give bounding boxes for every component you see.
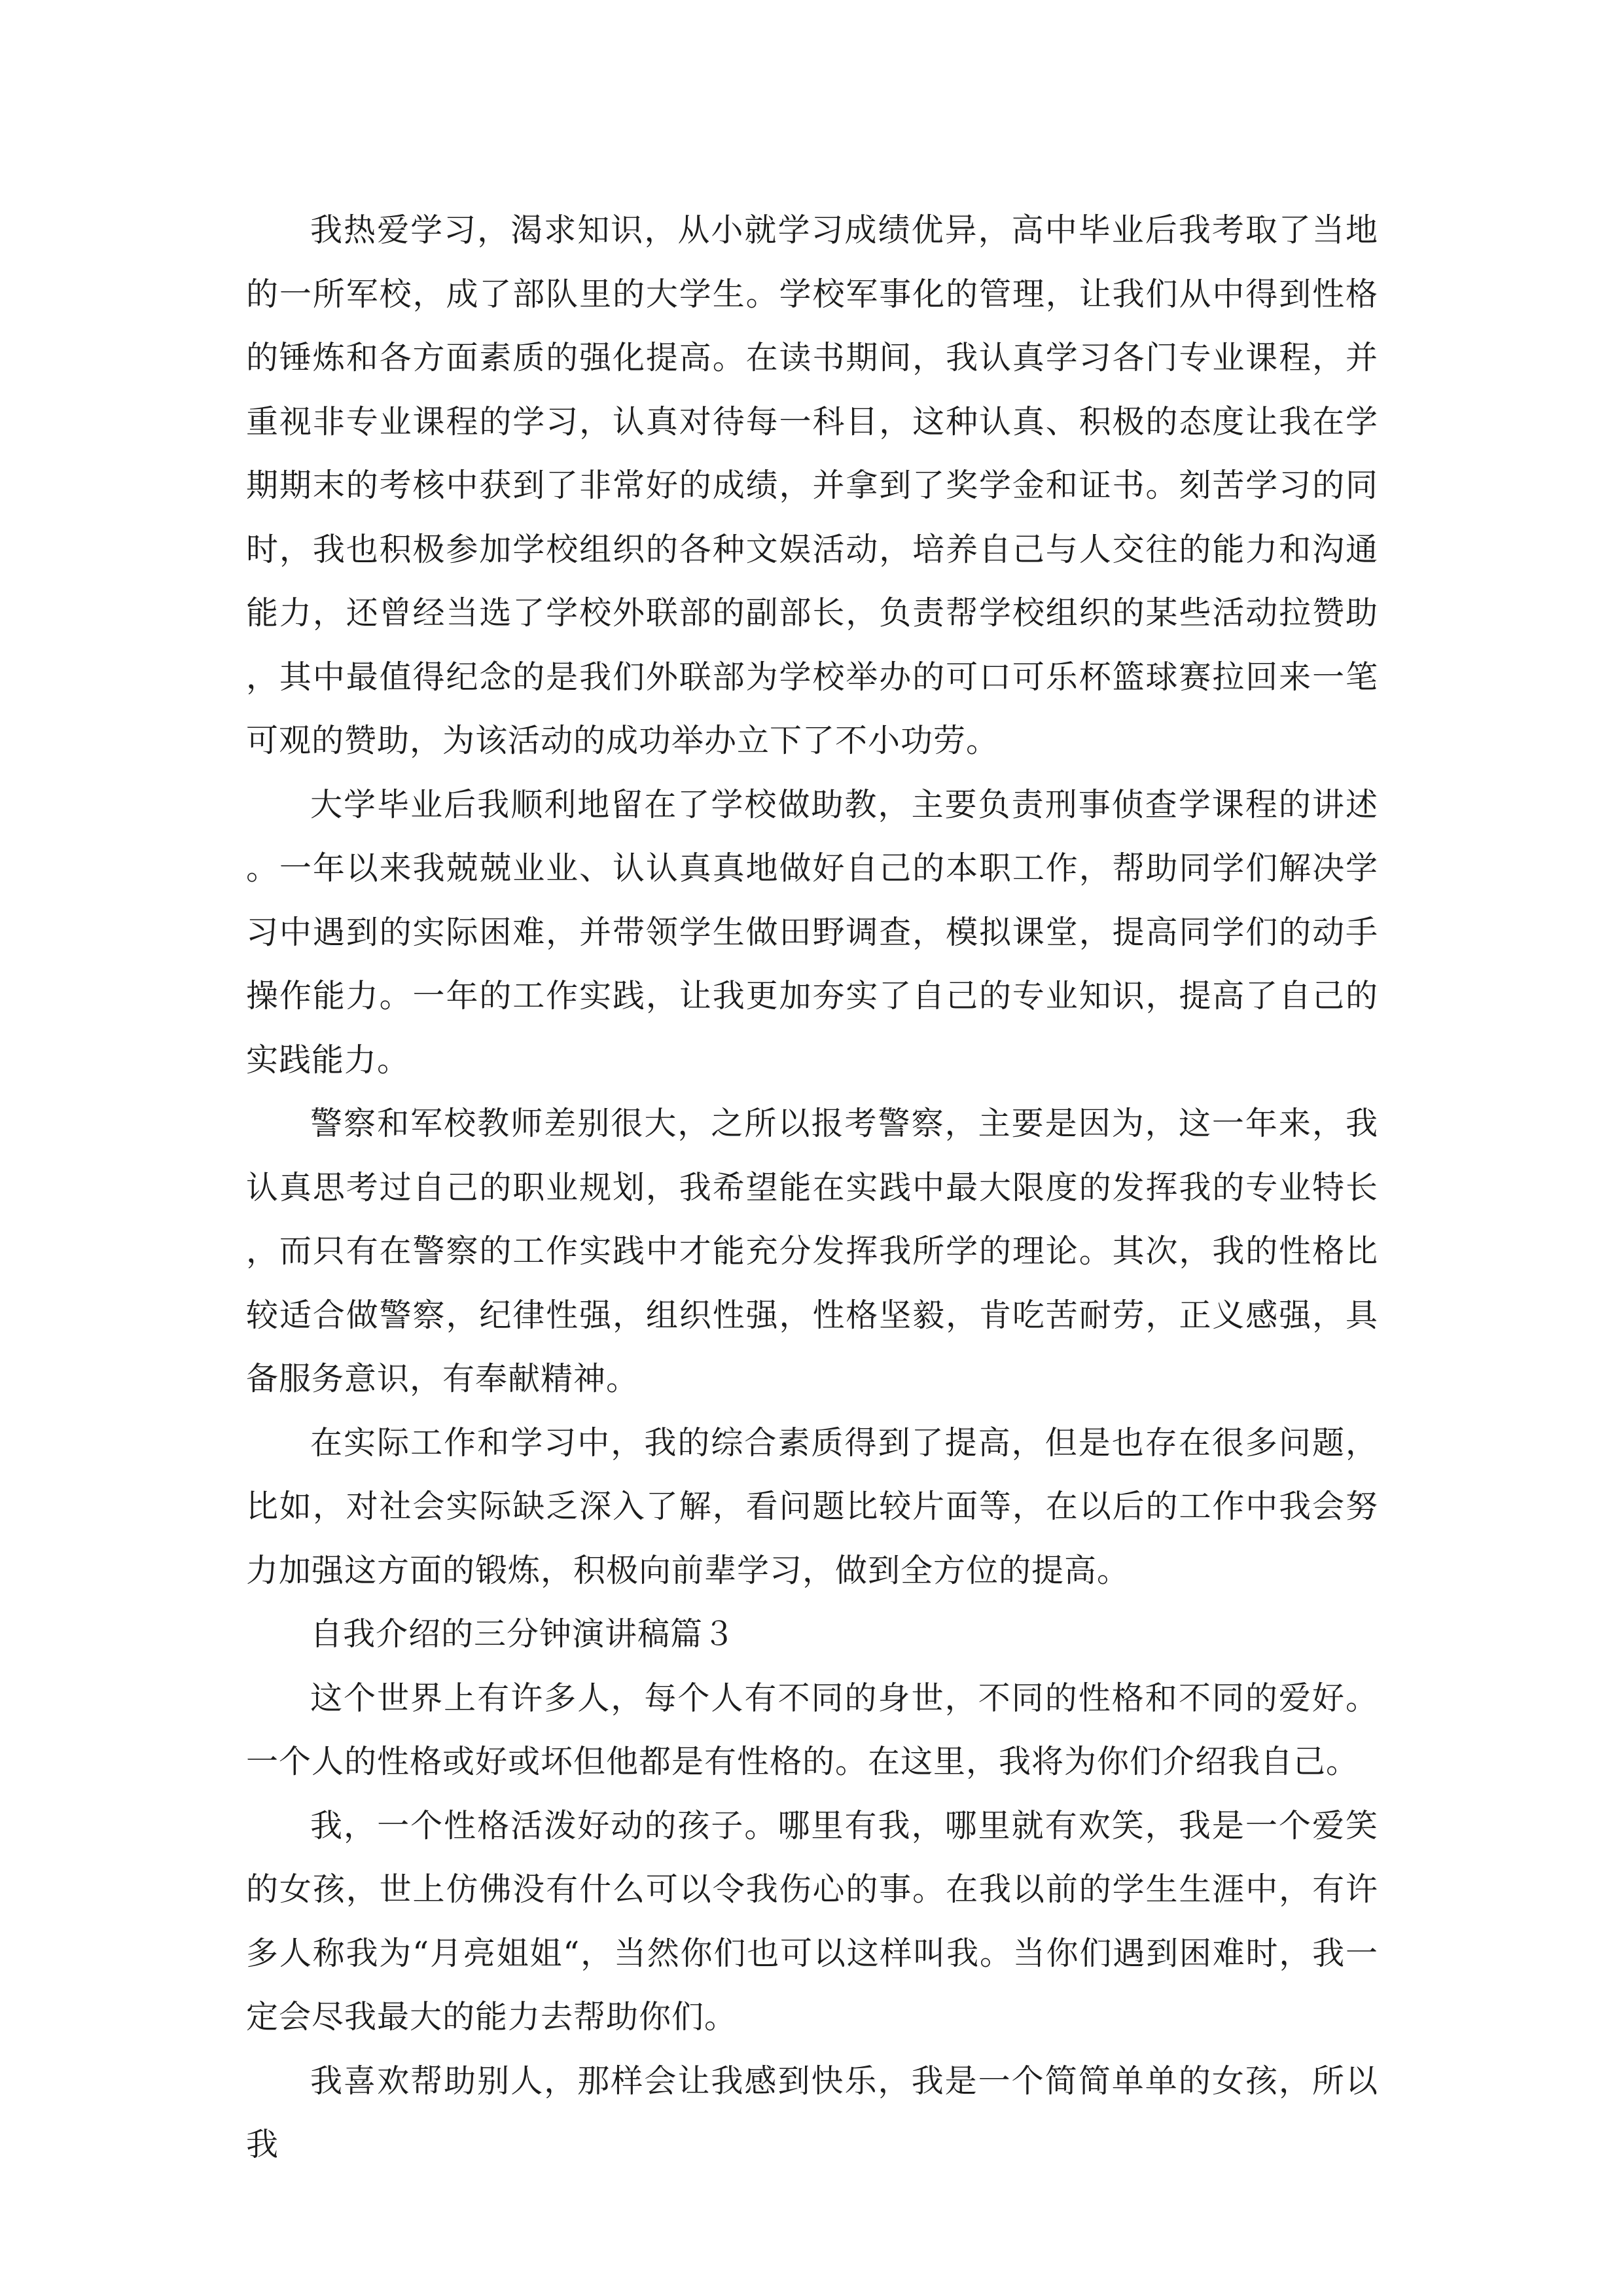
paragraph-cheerful-child: 我，一个性格活泼好动的孩子。哪里有我，哪里就有欢笑，我是一个爱笑的女孩，世上仿佛没有什么可以令我伤心的事。在我以前的学生生涯中，有许多人称我为“月亮姐姐“，当然你们也可以这样叫我。当你们遇到困难时，我一定会尽我最大的能力去帮助你们。 [246, 1806, 1378, 2036]
paragraph-police-reason: 警察和军校教师差别很大，之所以报考警察，主要是因为，这一年来，我认真思考过自己的职业规划，我希望能在实践中最大限度的发挥我的专业特长，而只有在警察的工作实践中才能充分发挥我所学的理论。其次，我的性格比较适合做警察，纪律性强，组织性强，性格坚毅，肯吃苦耐劳，正义感强，具备服务意识，有奉献精神。 [246, 1105, 1378, 1397]
paragraph-study: 我热爱学习，渴求知识，从小就学习成绩优异，高中毕业后我考取了当地的一所军校，成了部队里的大学生。学校军事化的管理，让我们从中得到性格的锤炼和各方面素质的强化提高。在读书期间，我认真学习各门专业课程，并重视非专业课程的学习，认真对待每一科目，这种认真、积极的态度让我在学期期末的考核中获到了非常好的成绩，并拿到了奖学金和证书。刻苦学习的同时，我也积极参加学校组织的各种文娱活动，培养自己与人交往的能力和沟通能力，还曾经当选了学校外联部的副部长，负责帮学校组织的某些活动拉赞助，其中最值得纪念的是我们外联部为学校举办的可口可乐杯篮球赛拉回来一笔可观的赞助，为该活动的成功举办立下了不小功劳。 [246, 211, 1378, 759]
paragraph-helping-others: 我喜欢帮助别人，那样会让我感到快乐，我是一个简简单单的女孩，所以我 [246, 2062, 1378, 2163]
paragraph-improvement: 在实际工作和学习中，我的综合素质得到了提高，但是也存在很多问题，比如，对社会实际缺乏深入了解，看问题比较片面等，在以后的工作中我会努力加强这方面的锻炼，积极向前辈学习，做到全方位的提高。 [246, 1424, 1378, 1589]
document-body [246, 198, 1378, 2177]
paragraph-world-personality: 这个世界上有许多人，每个人有不同的身世，不同的性格和不同的爱好。一个人的性格或好或坏但他都是有性格的。在这里，我将为你们介绍我自己。 [246, 1679, 1378, 1780]
section-title: 自我介绍的三分钟演讲稿篇３ [310, 1615, 736, 1653]
paragraph-assistant-teacher: 大学毕业后我顺利地留在了学校做助教，主要负责刑事侦查学课程的讲述。一年以来我兢兢业业、认认真真地做好自己的本职工作，帮助同学们解决学习中遇到的实际困难，并带领学生做田野调查，模拟课堂，提高同学们的动手操作能力。一年的工作实践，让我更加夯实了自己的专业知识，提高了自己的实践能力。 [246, 785, 1378, 1079]
